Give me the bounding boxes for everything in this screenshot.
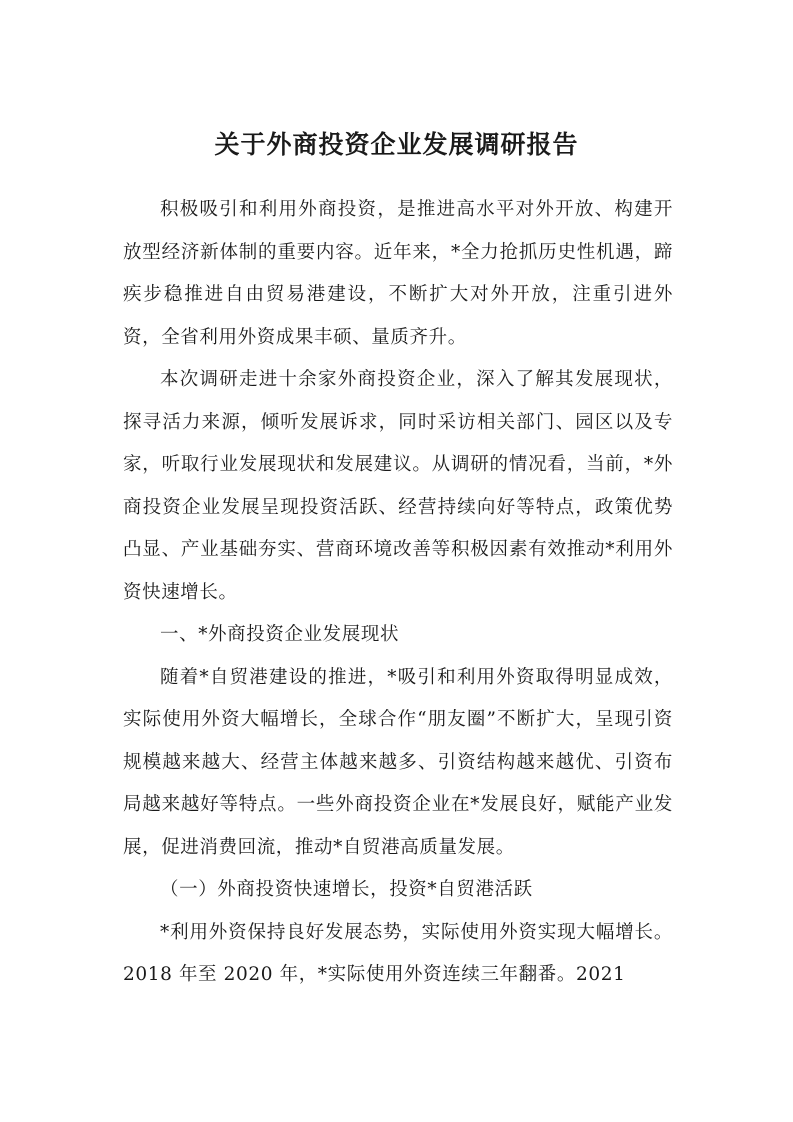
paragraph-intro: 积极吸引和利用外商投资，是推进高水平对外开放、构建开放型经济新体制的重要内容。近年来，*全力抢抓历史性机遇，蹄疾步稳推进自由贸易港建设，不断扩大对外开放，注重引进外资，全省利用外资成果丰硕、量质齐升。 (123, 199, 673, 348)
subsection-heading-1: （一）外商投资快速增长，投资*自贸港活跃 (160, 879, 533, 900)
paragraph-status: 随着*自贸港建设的推进，*吸引和利用外资取得明显成效，实际使用外资大幅增长，全球合作“朋友圈”不断扩大，呈现引资规模越来越大、经营主体越来越多、引资结构越来越优、引资布局越来越好等特点。一些外商投资企业在*发展良好，赋能产业发展，促进消费回流，推动*自贸港高质量发展。 (123, 666, 673, 858)
document-title: 关于外商投资企业发展调研报告 (214, 130, 579, 159)
section-heading-1: 一、*外商投资企业发展现状 (160, 624, 400, 645)
document-body (123, 189, 673, 997)
paragraph-survey: 本次调研走进十余家外商投资企业，深入了解其发展现状，探寻活力来源，倾听发展诉求，同时采访相关部门、园区以及专家，听取行业发展现状和发展建议。从调研的情况看，当前，*外商投资企业发展呈现投资活跃、经营持续向好等特点，政策优势凸显、产业基础夯实、营商环境改善等积极因素有效推动*利用外资快速增长。 (123, 369, 673, 603)
paragraph-foreign-investment: *利用外资保持良好发展态势，实际使用外资实现大幅增长。2018 年至 2020 年，*实际使用外资连续三年翻番。2021 (123, 921, 673, 985)
